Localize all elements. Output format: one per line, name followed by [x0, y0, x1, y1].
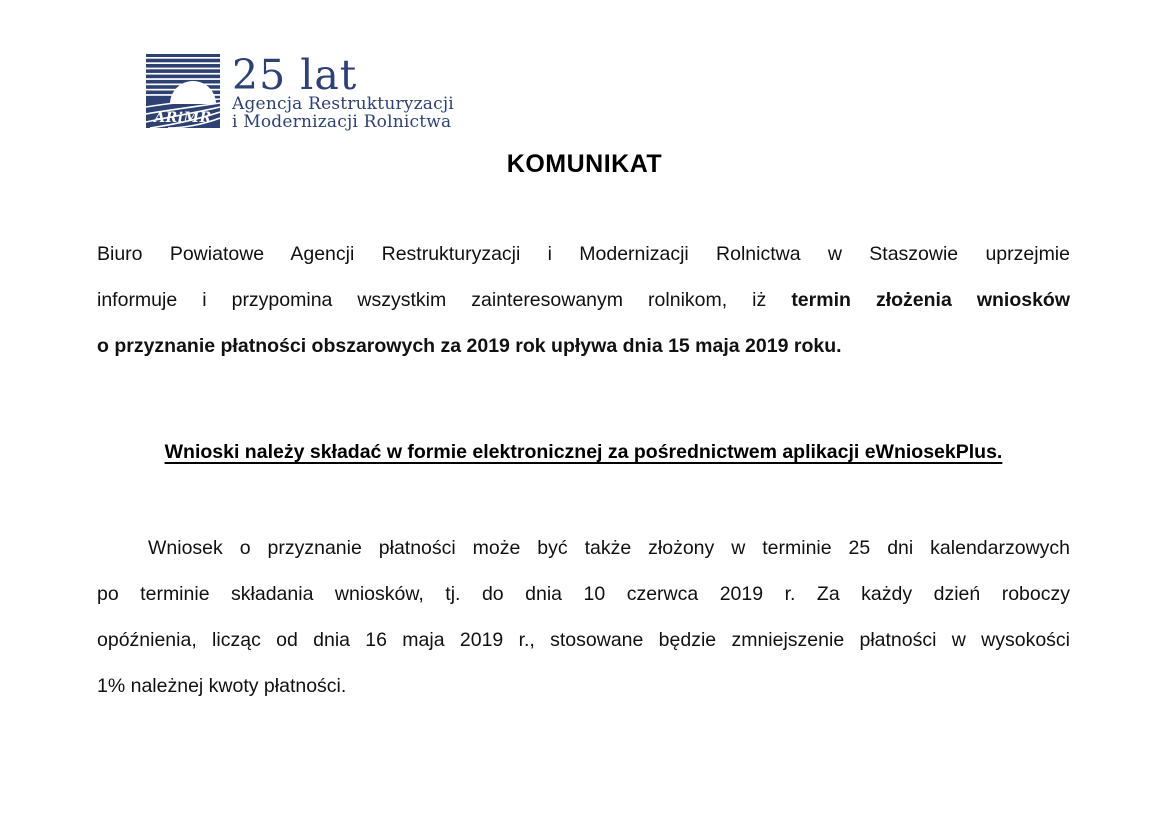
- page-title: KOMUNIKAT: [506, 150, 663, 178]
- text-line: Wniosek o przyznanie płatności może być także złożony w terminie 25 dni kalendarzowych: [148, 537, 1070, 559]
- logo-acronym: ARiMR: [154, 110, 212, 126]
- arimr-logo-icon: [146, 54, 220, 128]
- arimr-logo: [146, 51, 454, 132]
- text-line-bold: o przyznanie płatności obszarowych za 2019 rok upływa dnia 15 maja 2019 roku.: [97, 335, 842, 357]
- text-line: [97, 277, 1070, 323]
- logo-text-block: [232, 51, 454, 132]
- text-segment-regular: informuje i przypomina wszystkim zainteresowanym rolnikom, iż: [97, 289, 792, 311]
- text-segment-bold: termin złożenia wniosków: [791, 289, 1070, 311]
- text-line: 1% należnej kwoty płatności.: [97, 675, 347, 697]
- paragraph-deadline-notice: [97, 231, 1070, 369]
- highlight-ewniosekplus-statement: Wnioski należy składać w formie elektronicznej za pośrednictwem aplikacji eWniosekPlus.: [164, 441, 1003, 463]
- logo-anniversary-label: 25 lat: [232, 51, 358, 99]
- text-line: Biuro Powiatowe Agencji Restrukturyzacji i Modernizacji Rolnictwa w Staszowie uprzejmie: [97, 243, 1070, 265]
- paragraph-late-submission: [97, 525, 1070, 709]
- text-line: opóźnienia, licząc od dnia 16 maja 2019 r., stosowane będzie zmniejszenie płatności w wysokości: [97, 629, 1070, 651]
- text-line: po terminie składania wniosków, tj. do dnia 10 czerwca 2019 r. Za każdy dzień roboczy: [97, 583, 1070, 605]
- logo-agency-name-line2: i Modernizacji Rolnictwa: [232, 111, 452, 132]
- logo-agency-name-line1: Agencja Restrukturyzacji: [232, 94, 454, 114]
